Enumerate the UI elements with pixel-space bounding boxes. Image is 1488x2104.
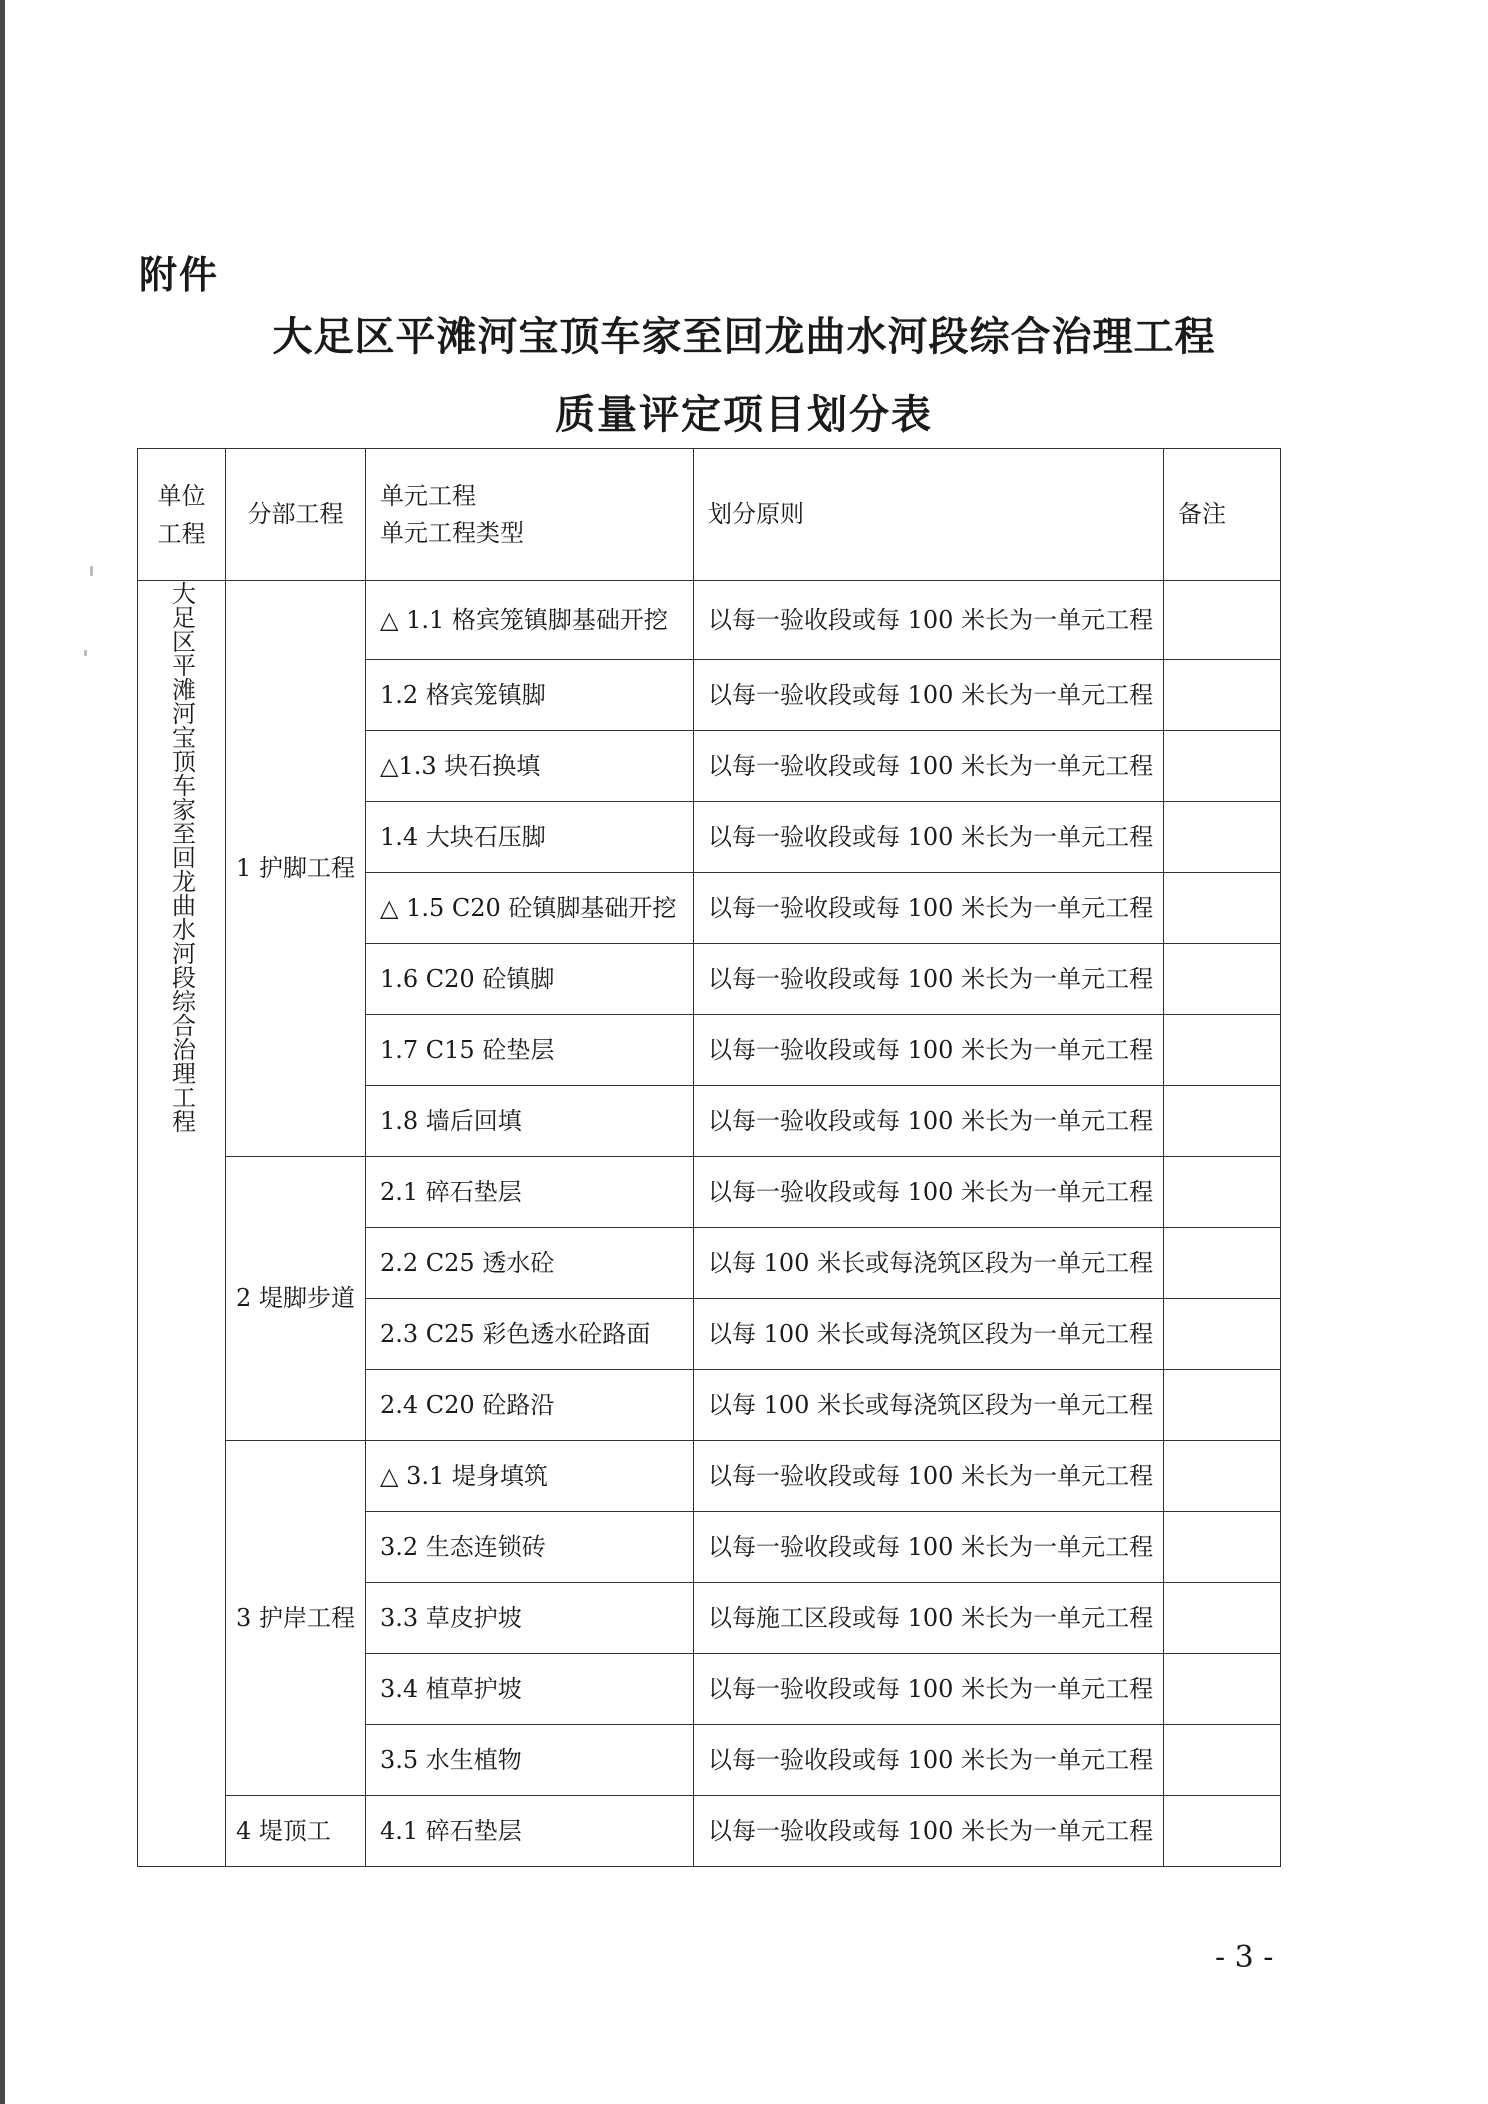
principle-cell: 以每一验收段或每 100 米长为一单元工程 <box>694 1015 1164 1086</box>
element-cell: 2.3 C25 彩色透水砼路面 <box>366 1299 694 1370</box>
table-row <box>138 1157 1281 1228</box>
table-row <box>138 1796 1281 1867</box>
principle-cell: 以每一验收段或每 100 米长为一单元工程 <box>694 1796 1164 1867</box>
scan-speck <box>84 650 87 656</box>
remark-cell <box>1164 1512 1281 1583</box>
remark-cell <box>1164 1654 1281 1725</box>
element-cell: 3.3 草皮护坡 <box>366 1583 694 1654</box>
remark-cell <box>1164 944 1281 1015</box>
principle-cell: 以每一验收段或每 100 米长为一单元工程 <box>694 1086 1164 1157</box>
header-principle: 划分原则 <box>694 449 1164 581</box>
element-cell: △1.3 块石换填 <box>366 731 694 802</box>
principle-cell: 以每 100 米长或每浇筑区段为一单元工程 <box>694 1370 1164 1441</box>
principle-cell: 以每一验收段或每 100 米长为一单元工程 <box>694 873 1164 944</box>
element-cell: 3.5 水生植物 <box>366 1725 694 1796</box>
table-row <box>138 581 1281 660</box>
table-header-row <box>138 449 1281 581</box>
principle-cell: 以每一验收段或每 100 米长为一单元工程 <box>694 1725 1164 1796</box>
document-subtitle: 质量评定项目划分表 <box>555 392 933 438</box>
document-title: 大足区平滩河宝顶车家至回龙曲水河段综合治理工程 <box>272 314 1216 360</box>
element-cell: 3.2 生态连锁砖 <box>366 1512 694 1583</box>
principle-cell: 以每一验收段或每 100 米长为一单元工程 <box>694 944 1164 1015</box>
element-cell: 1.8 墙后回填 <box>366 1086 694 1157</box>
remark-cell <box>1164 1299 1281 1370</box>
header-element-line1: 单元工程 <box>380 481 476 510</box>
remark-cell <box>1164 1441 1281 1512</box>
division-cell: 2 堤脚步道 <box>226 1157 366 1441</box>
unit-project-cell <box>138 581 226 1867</box>
element-cell: 2.2 C25 透水砼 <box>366 1228 694 1299</box>
remark-cell <box>1164 1796 1281 1867</box>
principle-cell: 以每一验收段或每 100 米长为一单元工程 <box>694 1441 1164 1512</box>
remark-cell <box>1164 1228 1281 1299</box>
division-cell: 1 护脚工程 <box>226 581 366 1157</box>
element-cell: 4.1 碎石垫层 <box>366 1796 694 1867</box>
element-cell: △ 1.1 格宾笼镇脚基础开挖 <box>366 581 694 660</box>
division-cell: 3 护岸工程 <box>226 1441 366 1796</box>
remark-cell <box>1164 1157 1281 1228</box>
element-cell: △ 1.5 C20 砼镇脚基础开挖 <box>366 873 694 944</box>
header-element-line2: 单元工程类型 <box>380 518 524 547</box>
attachment-label: 附件 <box>139 253 220 297</box>
principle-cell: 以每 100 米长或每浇筑区段为一单元工程 <box>694 1299 1164 1370</box>
scan-speck <box>90 566 93 576</box>
principle-cell: 以每一验收段或每 100 米长为一单元工程 <box>694 1157 1164 1228</box>
element-cell: 1.2 格宾笼镇脚 <box>366 660 694 731</box>
element-cell: 3.4 植草护坡 <box>366 1654 694 1725</box>
remark-cell <box>1164 1015 1281 1086</box>
principle-cell: 以每一验收段或每 100 米长为一单元工程 <box>694 1512 1164 1583</box>
unit-project-name: 大足区平滩河宝顶车家至回龙曲水河段综合治理工程 <box>167 581 196 1133</box>
division-cell: 4 堤顶工 <box>226 1796 366 1867</box>
remark-cell <box>1164 873 1281 944</box>
element-cell: 2.4 C20 砼路沿 <box>366 1370 694 1441</box>
header-unit <box>138 449 226 581</box>
principle-cell: 以每一验收段或每 100 米长为一单元工程 <box>694 581 1164 660</box>
principle-cell: 以每 100 米长或每浇筑区段为一单元工程 <box>694 1228 1164 1299</box>
header-division: 分部工程 <box>226 449 366 581</box>
element-cell: △ 3.1 堤身填筑 <box>366 1441 694 1512</box>
principle-cell: 以每一验收段或每 100 米长为一单元工程 <box>694 731 1164 802</box>
remark-cell <box>1164 1086 1281 1157</box>
remark-cell <box>1164 581 1281 660</box>
principle-cell: 以每一验收段或每 100 米长为一单元工程 <box>694 802 1164 873</box>
header-element <box>366 449 694 581</box>
remark-cell <box>1164 660 1281 731</box>
remark-cell <box>1164 731 1281 802</box>
principle-cell: 以每一验收段或每 100 米长为一单元工程 <box>694 660 1164 731</box>
remark-cell <box>1164 1725 1281 1796</box>
remark-cell <box>1164 1370 1281 1441</box>
element-cell: 1.4 大块石压脚 <box>366 802 694 873</box>
table-row <box>138 1441 1281 1512</box>
remark-cell <box>1164 802 1281 873</box>
division-table <box>137 448 1281 1867</box>
page-number: - 3 - <box>1215 1940 1274 1975</box>
principle-cell: 以每施工区段或每 100 米长为一单元工程 <box>694 1583 1164 1654</box>
header-unit-label: 单位工程 <box>157 481 206 548</box>
element-cell: 2.1 碎石垫层 <box>366 1157 694 1228</box>
header-remark: 备注 <box>1164 449 1281 581</box>
element-cell: 1.7 C15 砼垫层 <box>366 1015 694 1086</box>
remark-cell <box>1164 1583 1281 1654</box>
principle-cell: 以每一验收段或每 100 米长为一单元工程 <box>694 1654 1164 1725</box>
element-cell: 1.6 C20 砼镇脚 <box>366 944 694 1015</box>
